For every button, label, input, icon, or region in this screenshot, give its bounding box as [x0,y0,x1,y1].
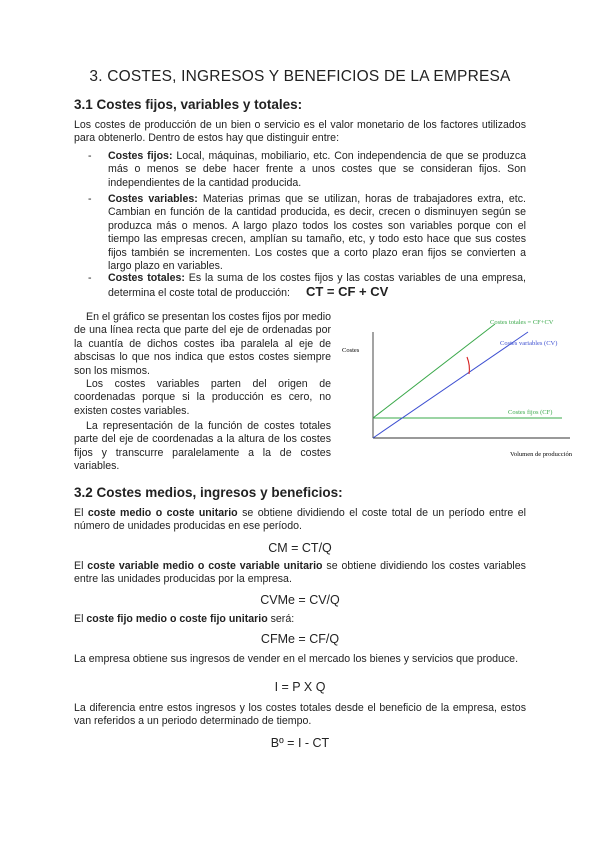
bullet-term: Costes variables: [108,193,198,205]
paragraph-ingresos: La empresa obtiene sus ingresos de vender en el mercado los bienes y servicios que produce. [74,653,519,665]
formula-beneficio: Bº = I - CT [270,736,330,750]
term-coste-fijo-medio: coste fijo medio o coste fijo unitario [86,613,268,625]
bullet-costes-totales [88,272,526,301]
fixed-cost-label: Costes fijos (CF) [508,409,553,416]
bullet-text: Es la suma de los costes fijos y las costas variables de una empresa, determina el coste total de producción: [108,272,526,300]
bullet-term: Costes fijos: [108,150,173,162]
paragraph-coste-medio: El coste medio o coste unitario se obtiene dividiendo el coste total de un período entre el número de unidades producidas en ese período. [74,507,526,533]
intro-paragraph: Los costes de producción de un bien o servicio es el valor monetario de los factores utilizados para obtenerlo. Dentro de estos hay que distinguir entre: [74,119,526,145]
variable-cost-label: Costes variables (CV) [500,340,558,347]
bullet-text: Local, máquinas, mobiliario, etc. Con independencia de que se produzca más o menos se debe hacer frente a unos costes que se consideran fijos. Son independientes de la cantidad producida. [108,150,527,189]
chart-explanation-variable: Los costes variables parten del origen de coordenadas porque si la producción es cero, no existen costes variables. [74,378,331,417]
bullet-dash: - [88,193,92,205]
section-heading-costes-fijos: 3.1 Costes fijos, variables y totales: [74,97,303,112]
term-coste-variable-medio: coste variable medio o coste variable unitario [87,560,323,572]
bullet-dash: - [88,150,92,162]
variable-cost-line [373,332,528,438]
page-title: 3. COSTES, INGRESOS Y BENEFICIOS DE LA EMPRESA [89,68,511,85]
section-heading-costes-medios: 3.2 Costes medios, ingresos y beneficios: [74,485,343,500]
formula-cvme: CVMe = CV/Q [260,593,340,607]
bullet-dash: - [88,272,92,284]
paragraph-coste-fijo-medio: El coste fijo medio o coste fijo unitario será: [74,613,295,625]
formula-ct: CT = CF + CV [305,284,389,300]
bullet-term: Costes totales: [108,272,185,284]
y-axis-label: Costes [342,347,360,354]
term-coste-medio: coste medio o coste unitario [87,507,238,519]
bullet-costes-fijos [88,150,526,190]
formula-cfme: CFMe = CF/Q [260,632,340,646]
bullet-costes-variables [88,193,526,273]
total-cost-line [373,324,495,418]
formula-ingresos: I = P X Q [274,680,326,694]
cost-chart [340,312,590,472]
chart-explanation-total: La representación de la función de costes totales parte del eje de coordenadas a la altura de los costes fijos y transcurre paralelamente a la de costes variables. [74,420,331,473]
paragraph-coste-variable-medio: El coste variable medio o coste variable unitario se obtiene dividiendo los costes variables entre las unidades producidas por la empresa. [74,560,526,586]
x-axis-label: Volumen de producción [510,451,572,458]
bullet-text: Materias primas que se utilizan, horas de trabajadores extra, etc. Cambian en función de la cantidad producida, es decir, crecen o disminuyen según se produzca más o menos. A largo plazo todos los costes son variables porque con el tiempo las empresas crecen, amplían su tamaño, etc, y todo esto hace que sus costes fijos también se incrementen. Los costes que a corto plazo eran fijos se convierten a largo plazo en variables. [108,193,526,273]
paragraph-beneficio: La diferencia entre estos ingresos y los costes totales desde el beneficio de la empresa, estos van referidos a un periodo determinado de tiempo. [74,702,526,728]
total-cost-label: Costes totales = CF+CV [490,319,554,326]
annotation-mark [467,357,469,374]
chart-explanation-fixed: En el gráfico se presentan los costes fijos por medio de una línea recta que parte del eje de ordenadas por la cuantía de dichos costes iba paralela al eje de abscisas lo que nos indica que estos costes siempre son los mismos. [74,311,331,377]
formula-cm: CM = CT/Q [268,541,332,555]
